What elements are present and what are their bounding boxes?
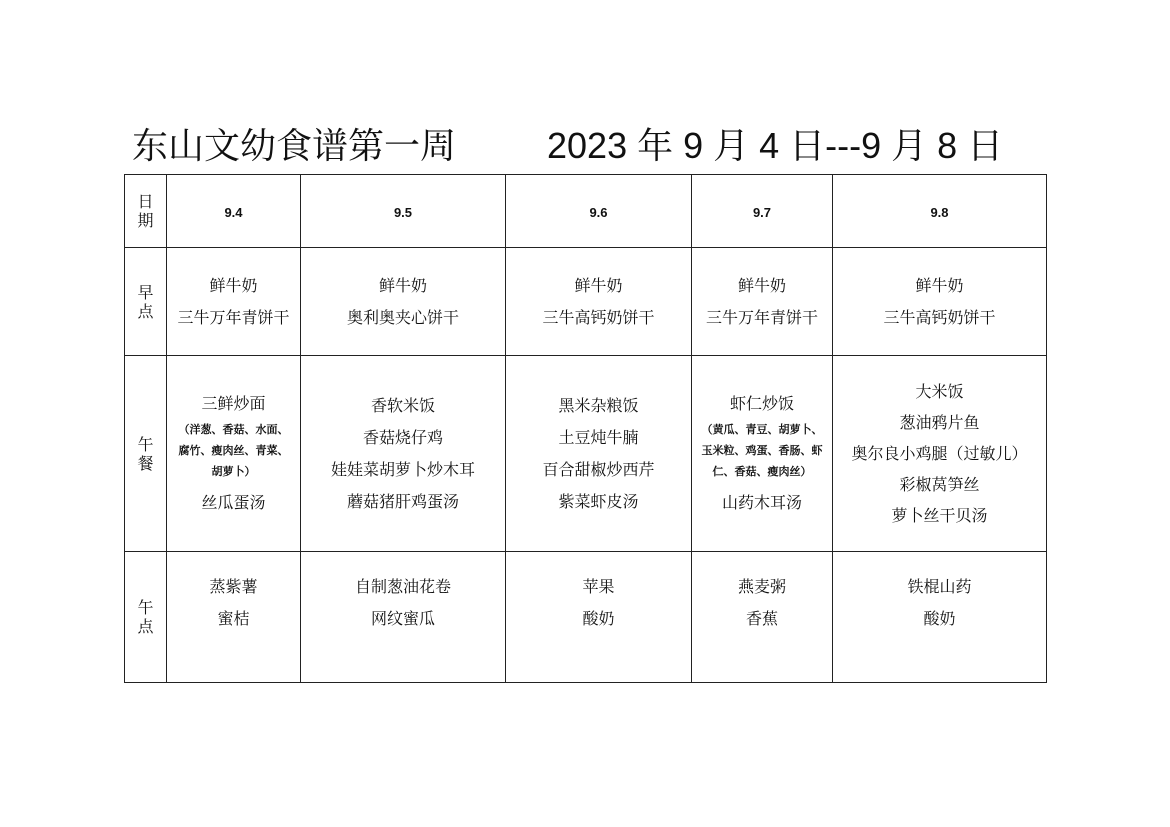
- menu-table: [124, 174, 1047, 683]
- dish-item: 丝瓜蛋汤: [201, 493, 266, 512]
- dish-item: 紫菜虾皮汤: [558, 491, 639, 511]
- dish-item: 娃娃菜胡萝卜炒木耳: [330, 459, 475, 479]
- dish-item: 苹果: [582, 577, 615, 596]
- breakfast-cell: [506, 248, 692, 356]
- dish-item: 鲜牛奶: [915, 275, 964, 295]
- dish-item: 三牛万年青饼干: [177, 307, 290, 327]
- table-row-lunch: [125, 356, 1047, 552]
- dish-item: 土豆炖牛腩: [558, 427, 639, 447]
- lunch-cell: [301, 356, 506, 552]
- lunch-cell: [692, 356, 833, 552]
- row-header-snack: 午 点: [125, 552, 167, 683]
- table-row-breakfast: [125, 248, 1047, 356]
- dish-item: 铁棍山药: [907, 577, 972, 596]
- lunch-cell: [833, 356, 1047, 552]
- snack-cell: [301, 552, 506, 683]
- lunch-cell: [506, 356, 692, 552]
- date-range: 2023 年 9 月 4 日---9 月 8 日: [547, 125, 1004, 166]
- date-cell: 9.5: [301, 175, 506, 248]
- dish-item: 蒸紫薯: [209, 577, 258, 596]
- dish-item: 三鲜炒面: [201, 394, 266, 413]
- dish-item: 蜜桔: [217, 609, 250, 628]
- date-cell: 9.4: [167, 175, 301, 248]
- page-title: [132, 118, 1003, 169]
- table-row-snack: [125, 552, 1047, 683]
- dish-item: 燕麦粥: [737, 577, 786, 596]
- row-header-date: 日 期: [125, 175, 167, 248]
- dish-item: 萝卜丝干贝汤: [891, 505, 988, 525]
- dish-item: 大米饭: [915, 381, 964, 401]
- date-cell: 9.6: [506, 175, 692, 248]
- date-cell: 9.7: [692, 175, 833, 248]
- dish-item: 蘑菇猪肝鸡蛋汤: [346, 491, 459, 511]
- ingredient-note: （洋葱、香菇、水面、腐竹、瘦肉丝、青菜、胡萝卜）: [178, 423, 289, 478]
- menu-title: 东山文幼食谱第一周: [132, 126, 457, 167]
- breakfast-cell: [167, 248, 301, 356]
- dish-item: 百合甜椒炒西芹: [542, 459, 655, 479]
- snack-cell: [167, 552, 301, 683]
- breakfast-cell: [301, 248, 506, 356]
- dish-item: 黑米杂粮饭: [558, 395, 639, 415]
- breakfast-cell: [692, 248, 833, 356]
- dish-item: 虾仁炒饭: [729, 394, 794, 413]
- snack-cell: [692, 552, 833, 683]
- date-cell: 9.8: [833, 175, 1047, 248]
- ingredient-note: （黄瓜、青豆、胡萝卜、玉米粒、鸡蛋、香肠、虾仁、香菇、瘦肉丝）: [701, 423, 823, 478]
- snack-cell: [833, 552, 1047, 683]
- dish-item: 三牛万年青饼干: [705, 307, 818, 327]
- dish-item: 鲜牛奶: [209, 275, 258, 295]
- dish-item: 奥尔良小鸡腿（过敏儿）: [851, 443, 1028, 463]
- dish-item: 香菇烧仔鸡: [362, 427, 443, 447]
- dish-item: 香软米饭: [370, 395, 435, 415]
- dish-item: 鲜牛奶: [378, 275, 427, 295]
- dish-item: 葱油鸦片鱼: [899, 412, 980, 432]
- row-header-breakfast: 早 点: [125, 248, 167, 356]
- dish-item: 鲜牛奶: [737, 275, 786, 295]
- dish-item: 三牛高钙奶饼干: [542, 307, 655, 327]
- breakfast-cell: [833, 248, 1047, 356]
- dish-item: 三牛高钙奶饼干: [883, 307, 996, 327]
- dish-item: 鲜牛奶: [574, 275, 623, 295]
- snack-cell: [506, 552, 692, 683]
- dish-item: 自制葱油花卷: [354, 577, 451, 596]
- dish-item: 山药木耳汤: [721, 493, 802, 512]
- dish-item: 网纹蜜瓜: [370, 609, 435, 628]
- row-header-lunch: 午 餐: [125, 356, 167, 552]
- lunch-cell: [167, 356, 301, 552]
- dish-item: 酸奶: [582, 609, 615, 628]
- table-row-date: [125, 175, 1047, 248]
- dish-item: 奥利奥夹心饼干: [346, 307, 459, 327]
- dish-item: 彩椒莴笋丝: [899, 474, 980, 494]
- dish-item: 香蕉: [745, 609, 778, 628]
- dish-item: 酸奶: [923, 609, 956, 628]
